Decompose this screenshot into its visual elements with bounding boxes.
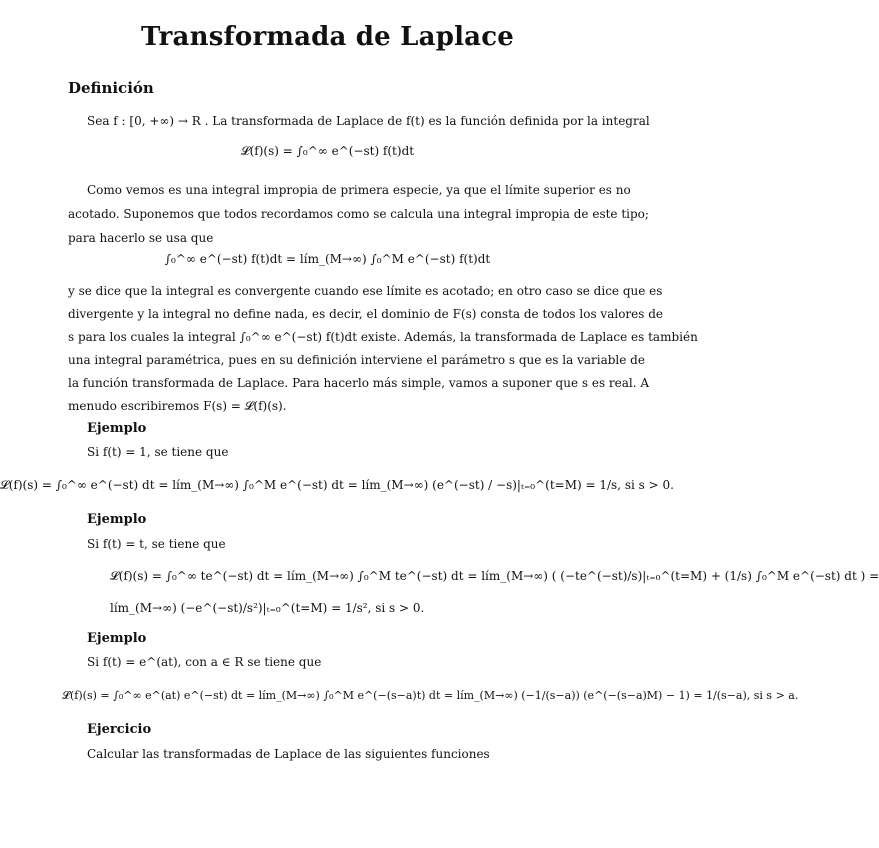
example-equation: lím_(M→∞) (−e^(−st)/s²)|ₜ₌₀^(t=M) = 1/s², si s > 0.	[110, 601, 425, 615]
example-intro: Si f(t) = e^(at), con a ∈ R se tiene que	[87, 655, 322, 669]
definition-text: Sea f : [0, +∞) → R . La transformada de Laplace de f(t) es la función definida por la integral	[87, 114, 650, 128]
page-title: Transformada de Laplace	[141, 22, 514, 52]
paragraph-line: una integral paramétrica, pues en su definición interviene el parámetro s que es la variable de	[68, 353, 645, 367]
paragraph-line: para hacerlo se usa que	[68, 231, 214, 245]
paragraph-line: s para los cuales la integral ∫₀^∞ e^(−st) f(t)dt existe. Además, la transformada de Laplace es también	[68, 330, 698, 344]
paragraph-line: menudo escribiremos F(s) = 𝓛(f)(s).	[68, 399, 287, 413]
exercise-heading: Ejercicio	[87, 722, 152, 737]
paragraph-line: y se dice que la integral es convergente cuando ese límite es acotado; en otro caso se dice que es	[68, 284, 663, 298]
example-equation: 𝓛(f)(s) = ∫₀^∞ e^(−st) dt = lím_(M→∞) ∫₀^M e^(−st) dt = lím_(M→∞) (e^(−st) / −s)|ₜ₌₀^(t=M) = 1/s, si s > 0.	[0, 478, 674, 492]
paragraph-line: acotado. Suponemos que todos recordamos como se calcula una integral impropia de este tipo;	[68, 207, 649, 221]
exercise-text: Calcular las transformadas de Laplace de las siguientes funciones	[87, 747, 490, 761]
example-heading: Ejemplo	[87, 631, 147, 646]
paragraph-line: la función transformada de Laplace. Para hacerlo más simple, vamos a suponer que s es real. A	[68, 376, 650, 390]
equation-definition: 𝓛(f)(s) = ∫₀^∞ e^(−st) f(t)dt	[240, 144, 415, 158]
section-heading: Definición	[68, 79, 154, 97]
paragraph-line: divergente y la integral no define nada, es decir, el dominio de F(s) consta de todos los valores de	[68, 307, 664, 321]
example-heading: Ejemplo	[87, 512, 147, 527]
equation-improper-integral: ∫₀^∞ e^(−st) f(t)dt = lím_(M→∞) ∫₀^M e^(−st) f(t)dt	[164, 252, 491, 266]
example-intro: Si f(t) = 1, se tiene que	[87, 445, 229, 459]
paragraph-line: Como vemos es una integral impropia de primera especie, ya que el límite superior es no	[87, 183, 631, 197]
example-intro: Si f(t) = t, se tiene que	[87, 537, 226, 551]
example-heading: Ejemplo	[87, 421, 147, 436]
example-equation: 𝓛(f)(s) = ∫₀^∞ te^(−st) dt = lím_(M→∞) ∫₀^M te^(−st) dt = lím_(M→∞) ( (−te^(−st)/s)|ₜ₌₀^(t=M) + (1/s) ∫₀^M e^(−st) dt ) =	[110, 569, 879, 583]
example-equation: 𝓛(f)(s) = ∫₀^∞ e^(at) e^(−st) dt = lím_(M→∞) ∫₀^M e^(−(s−a)t) dt = lím_(M→∞) (−1/(s−a)) (e^(−(s−a)M) − 1) = 1/(s−a), si s > a.	[62, 689, 799, 702]
